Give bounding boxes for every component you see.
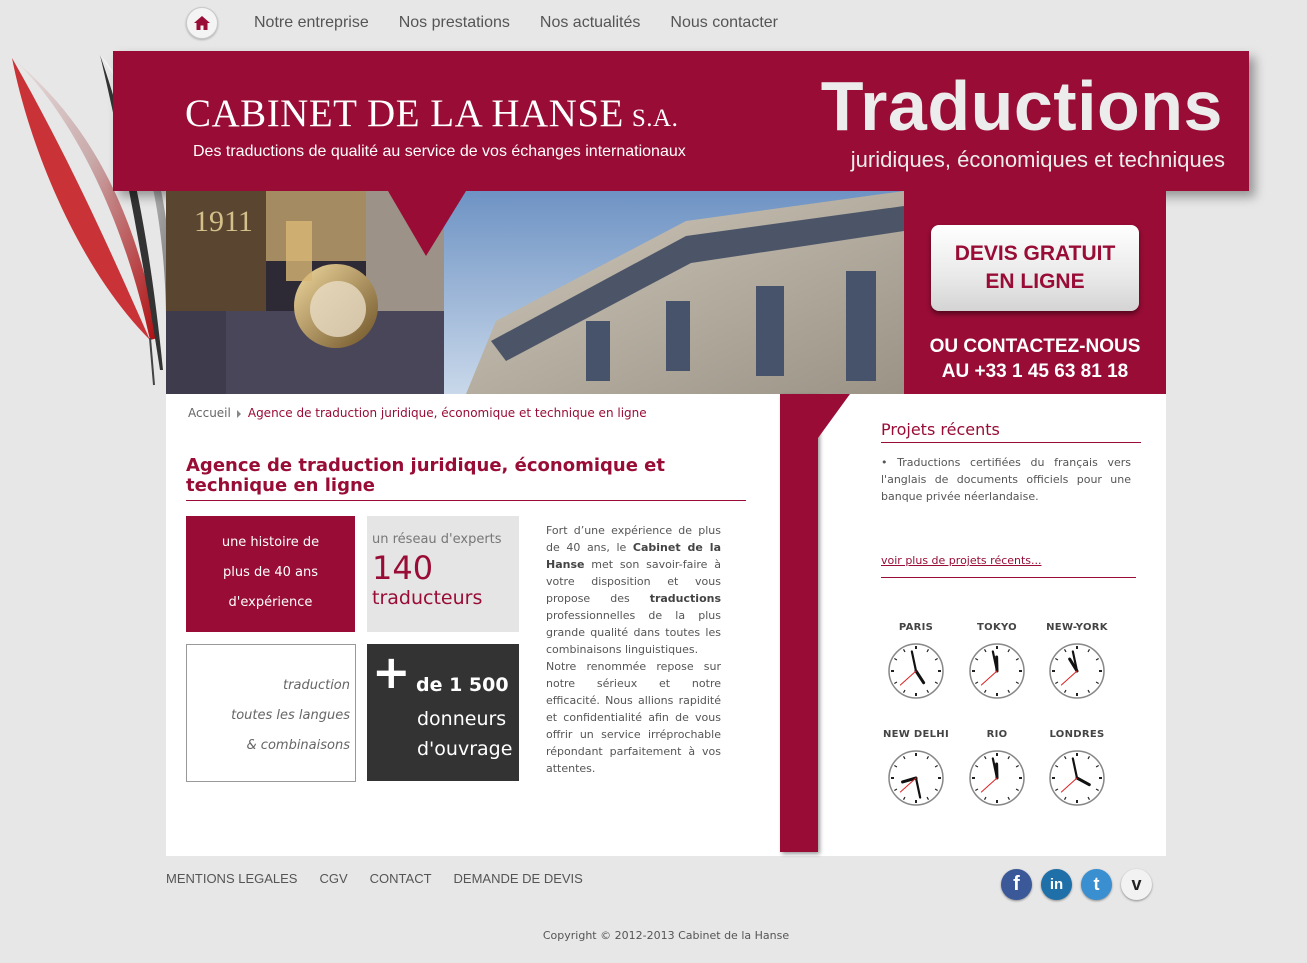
clock-face-icon xyxy=(968,642,1026,700)
network-tile xyxy=(367,516,519,632)
hero-photo-collage xyxy=(166,191,904,394)
history-line: plus de 40 ans xyxy=(222,565,319,580)
network-unit: traducteurs xyxy=(372,587,483,609)
decorative-ribbon xyxy=(780,394,818,852)
network-label: un réseau d'experts xyxy=(372,532,502,547)
contact-line1: OU CONTACTEZ-NOUS xyxy=(929,336,1141,357)
network-count: 140 xyxy=(372,549,434,587)
viadeo-icon[interactable]: v xyxy=(1121,869,1152,900)
page-title: Agence de traduction juridique, économique et technique en ligne xyxy=(186,456,746,501)
free-quote-line2: EN LIGNE xyxy=(985,270,1085,293)
copyright: Copyright © 2012-2013 Cabinet de la Hanse xyxy=(542,929,790,942)
clients-count: de 1 500 xyxy=(416,674,509,696)
languages-line: & combinaisons xyxy=(246,738,350,753)
footer-link-cgv[interactable]: CGV xyxy=(319,871,348,886)
footer-link-contact[interactable]: CONTACT xyxy=(369,871,432,886)
breadcrumb xyxy=(188,406,647,420)
clock-rio xyxy=(962,729,1032,807)
clock-city-label: NEW DELHI xyxy=(882,729,949,740)
home-icon xyxy=(193,15,211,31)
clock-city-label: RIO xyxy=(986,729,1008,740)
description-bold: traductions xyxy=(649,592,721,605)
agency-description xyxy=(546,522,721,777)
ribbon-arrow xyxy=(818,394,850,438)
company-name-text: CABINET DE LA HANSE xyxy=(185,92,624,135)
banner-subtitle: juridiques, économiques et techniques xyxy=(850,147,1225,172)
description-text: Notre renommée repose sur notre sérieux et notre efficacité. Nous allions rapidité et confidentialité afin de vous offrir un service irréprochable répondant parfaitement à vos attentes. xyxy=(546,660,721,775)
history-line: une histoire de xyxy=(221,535,320,550)
home-button[interactable] xyxy=(186,7,218,39)
free-quote-line1: DEVIS GRATUIT xyxy=(954,242,1116,265)
clients-label-line2: d'ouvrage xyxy=(417,738,513,760)
clients-label-line1: donneurs xyxy=(417,708,507,730)
header-banner xyxy=(113,51,1249,191)
recent-project-item: • Traductions certifiées du français vers l'anglais de documents officiels pour une banque privée néerlandaise. xyxy=(881,456,1131,503)
nav-nos-actualites[interactable]: Nos actualités xyxy=(539,14,641,31)
company-suffix: S.A. xyxy=(631,105,679,132)
facebook-icon[interactable]: f xyxy=(1001,869,1032,900)
svg-text:1911: 1911 xyxy=(194,205,253,238)
main-content xyxy=(166,394,1166,856)
nav-notre-entreprise[interactable]: Notre entreprise xyxy=(254,14,369,31)
clock-face-icon xyxy=(887,749,945,807)
breadcrumb-arrow-icon xyxy=(237,410,241,418)
free-quote-button[interactable] xyxy=(931,225,1139,311)
recent-projects-title: Projets récents xyxy=(881,420,1141,443)
languages-tile xyxy=(186,644,356,782)
linkedin-icon[interactable]: in xyxy=(1041,869,1072,900)
contact-line2: AU +33 1 45 63 81 18 xyxy=(941,361,1129,382)
clients-tile xyxy=(367,644,519,781)
clock-face-icon xyxy=(1048,642,1106,700)
social-links xyxy=(1001,869,1161,900)
clock-face-icon xyxy=(968,749,1026,807)
history-line: d'expérience xyxy=(228,595,313,610)
plus-icon: + xyxy=(372,645,411,699)
twitter-icon[interactable]: t xyxy=(1081,869,1112,900)
contact-phone xyxy=(904,334,1166,384)
description-text: Fort d’une expérience de plus de 40 ans, le xyxy=(546,524,721,554)
company-tagline: Des traductions de qualité au service de vos échanges internationaux xyxy=(193,143,686,160)
clock-city-label: NEW-YORK xyxy=(1046,622,1108,633)
clock-paris xyxy=(881,622,951,700)
hero-section xyxy=(166,191,1166,394)
footer-link-demande-de-devis[interactable]: DEMANDE DE DEVIS xyxy=(453,871,583,886)
clock-new-delhi xyxy=(881,729,951,807)
company-name xyxy=(185,91,678,136)
clock-londres xyxy=(1042,729,1112,807)
clock-city-label: TOKYO xyxy=(977,622,1017,633)
banner-title: Traductions xyxy=(820,67,1223,145)
nav-nous-contacter[interactable]: Nous contacter xyxy=(670,14,778,31)
breadcrumb-current: Agence de traduction juridique, économique et technique en ligne xyxy=(247,406,647,420)
top-navigation xyxy=(186,6,808,40)
clock-city-label: LONDRES xyxy=(1049,729,1105,740)
more-projects-link[interactable]: voir plus de projets récents... xyxy=(881,554,1136,578)
clock-city-label: PARIS xyxy=(898,622,934,633)
clock-tokyo xyxy=(962,622,1032,700)
clock-face-icon xyxy=(887,642,945,700)
description-text: professionnelles de la plus grande qualité dans toutes les combinaisons linguistiques. xyxy=(546,609,721,656)
languages-line: traduction xyxy=(283,678,350,693)
breadcrumb-home-link[interactable]: Accueil xyxy=(188,406,231,420)
clock-face-icon xyxy=(1048,749,1106,807)
footer-links xyxy=(166,871,605,886)
description-bold: Cabinet de la Hanse xyxy=(546,541,721,571)
quote-panel xyxy=(904,191,1166,394)
clock-new-york xyxy=(1042,622,1112,700)
history-tile xyxy=(186,516,355,632)
nav-nos-prestations[interactable]: Nos prestations xyxy=(398,14,510,31)
footer-link-mentions-legales[interactable]: MENTIONS LEGALES xyxy=(166,871,298,886)
languages-line: toutes les langues xyxy=(231,708,350,723)
description-text: met son savoir-faire à votre disposition et vous propose des xyxy=(546,558,721,605)
